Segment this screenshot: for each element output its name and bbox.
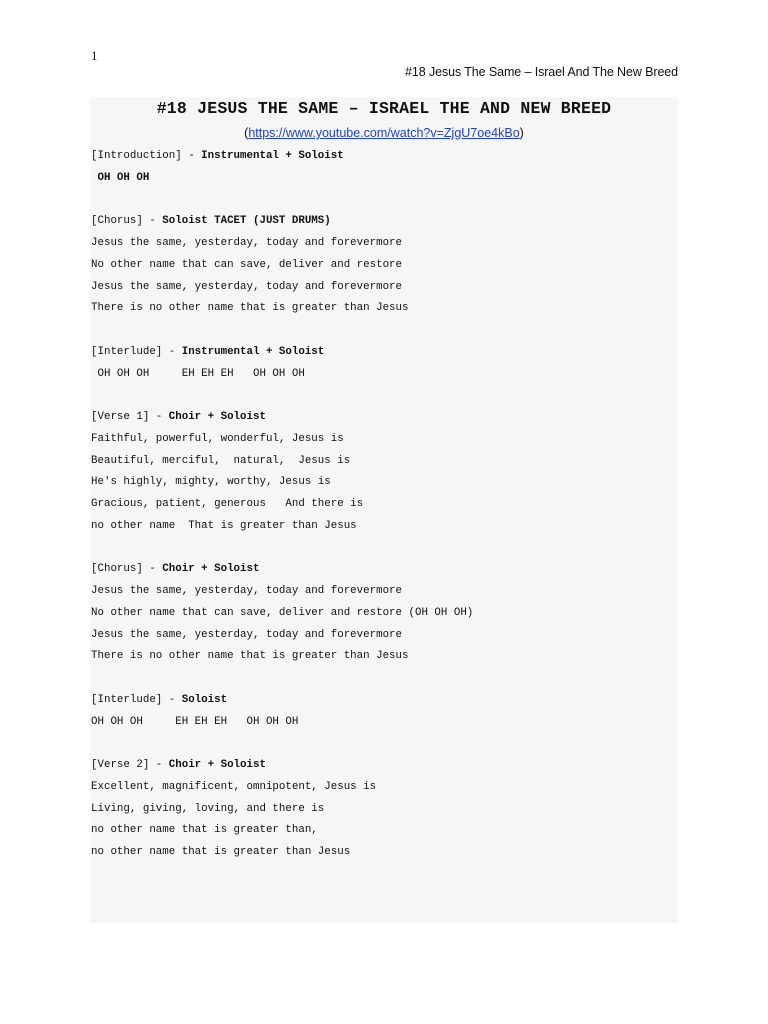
lyric-line-bold: Instrumental + Soloist xyxy=(201,150,344,162)
lyric-line xyxy=(91,388,677,410)
lyric-line xyxy=(91,497,677,519)
lyric-line xyxy=(91,671,677,693)
link-open-paren: ( xyxy=(244,126,249,140)
lyric-line-bold: Choir + Soloist xyxy=(168,411,266,423)
lyric-line xyxy=(91,301,677,323)
lyric-line-bold: Choir + Soloist xyxy=(162,563,260,576)
lyric-line xyxy=(91,606,677,628)
song-title: #18 JESUS THE SAME – ISRAEL THE AND NEW BREED xyxy=(156,99,612,118)
lyric-line-plain: [Chorus] - xyxy=(91,563,163,576)
lyric-line xyxy=(91,475,677,497)
lyric-line xyxy=(91,715,677,737)
lyric-line xyxy=(91,562,677,584)
lyric-line xyxy=(91,214,677,236)
lyric-line xyxy=(91,845,677,867)
lyric-line-plain: There is no other name that is greater than Jesus xyxy=(91,650,409,663)
lyric-line xyxy=(91,193,677,215)
lyric-line-plain: [Introduction] - xyxy=(91,150,202,162)
lyric-line-plain: OH OH OH EH EH EH OH OH OH xyxy=(91,715,299,728)
lyric-line xyxy=(91,736,677,758)
lyric-line xyxy=(91,802,677,824)
lyric-line xyxy=(91,323,677,345)
running-header: #18 Jesus The Same – Israel And The New Breed xyxy=(405,65,678,79)
lyric-line-plain: Jesus the same, yesterday, today and forevermore xyxy=(91,280,403,293)
lyric-line xyxy=(91,649,677,671)
lyric-line-plain: Living, giving, loving, and there is xyxy=(91,802,325,815)
lyric-line-plain: Jesus the same, yesterday, today and forevermore xyxy=(91,237,403,249)
lyric-line-plain: Beautiful, merciful, natural, Jesus is xyxy=(91,454,351,467)
lyrics-lines xyxy=(91,149,677,867)
lyric-line xyxy=(91,410,677,432)
lyric-line xyxy=(91,454,677,476)
lyric-line xyxy=(91,519,677,541)
lyric-line-bold: Instrumental + Soloist xyxy=(181,345,325,358)
page-number: 1 xyxy=(91,48,98,63)
lyric-line xyxy=(91,823,677,845)
lyric-line xyxy=(91,432,677,454)
lyric-line xyxy=(91,345,677,367)
lyric-line-plain: no other name that is greater than Jesus xyxy=(91,846,351,858)
lyric-line-bold: OH OH OH xyxy=(91,171,150,184)
lyrics-box xyxy=(90,97,678,923)
lyric-line xyxy=(91,758,677,780)
lyric-line-plain: [Interlude] - xyxy=(91,345,182,358)
lyric-line xyxy=(91,367,677,389)
lyric-line xyxy=(91,693,677,715)
youtube-link[interactable]: https://www.youtube.com/watch?v=ZjgU7oe4kBo xyxy=(248,126,520,140)
lyric-line-bold: Choir + Soloist xyxy=(168,759,266,771)
lyric-line-plain: He's highly, mighty, worthy, Jesus is xyxy=(91,476,331,489)
lyric-line-plain: [Verse 2] - xyxy=(91,759,169,771)
lyric-line-bold: Soloist xyxy=(181,693,228,706)
lyric-line xyxy=(91,258,677,280)
lyric-line-plain: No other name that can save, deliver and restore (OH OH OH) xyxy=(91,606,474,619)
lyric-line xyxy=(91,780,677,802)
lyric-line xyxy=(91,628,677,650)
lyric-line-plain: OH OH OH EH EH EH OH OH OH xyxy=(91,367,305,380)
song-link-line xyxy=(90,126,678,140)
lyric-line xyxy=(91,541,677,563)
lyric-line xyxy=(91,149,677,171)
lyric-line xyxy=(91,280,677,302)
lyric-line-plain: Jesus the same, yesterday, today and forevermore xyxy=(91,585,403,597)
lyric-line-plain: no other name that is greater than, xyxy=(91,824,318,837)
lyric-line-plain: [Verse 1] - xyxy=(91,411,169,423)
lyric-line-plain: Gracious, patient, generous And there is xyxy=(91,498,364,510)
lyric-line-plain: [Chorus] - xyxy=(91,215,163,228)
lyric-line-plain: no other name That is greater than Jesus xyxy=(91,519,357,532)
link-close-paren: ) xyxy=(519,126,524,140)
lyric-line-plain: Excellent, magnificent, omnipotent, Jesus is xyxy=(91,780,377,793)
lyric-line-bold: Soloist TACET (JUST DRUMS) xyxy=(162,215,331,228)
lyric-line-plain: [Interlude] - xyxy=(91,693,182,706)
lyric-line xyxy=(91,236,677,258)
lyric-line-plain: No other name that can save, deliver and restore xyxy=(91,258,403,271)
lyric-line xyxy=(91,171,677,193)
lyric-line-plain: Jesus the same, yesterday, today and forevermore xyxy=(91,628,403,641)
lyric-line-plain: There is no other name that is greater than Jesus xyxy=(91,302,409,315)
lyric-line-plain: Faithful, powerful, wonderful, Jesus is xyxy=(91,432,344,445)
lyric-line xyxy=(91,584,677,606)
